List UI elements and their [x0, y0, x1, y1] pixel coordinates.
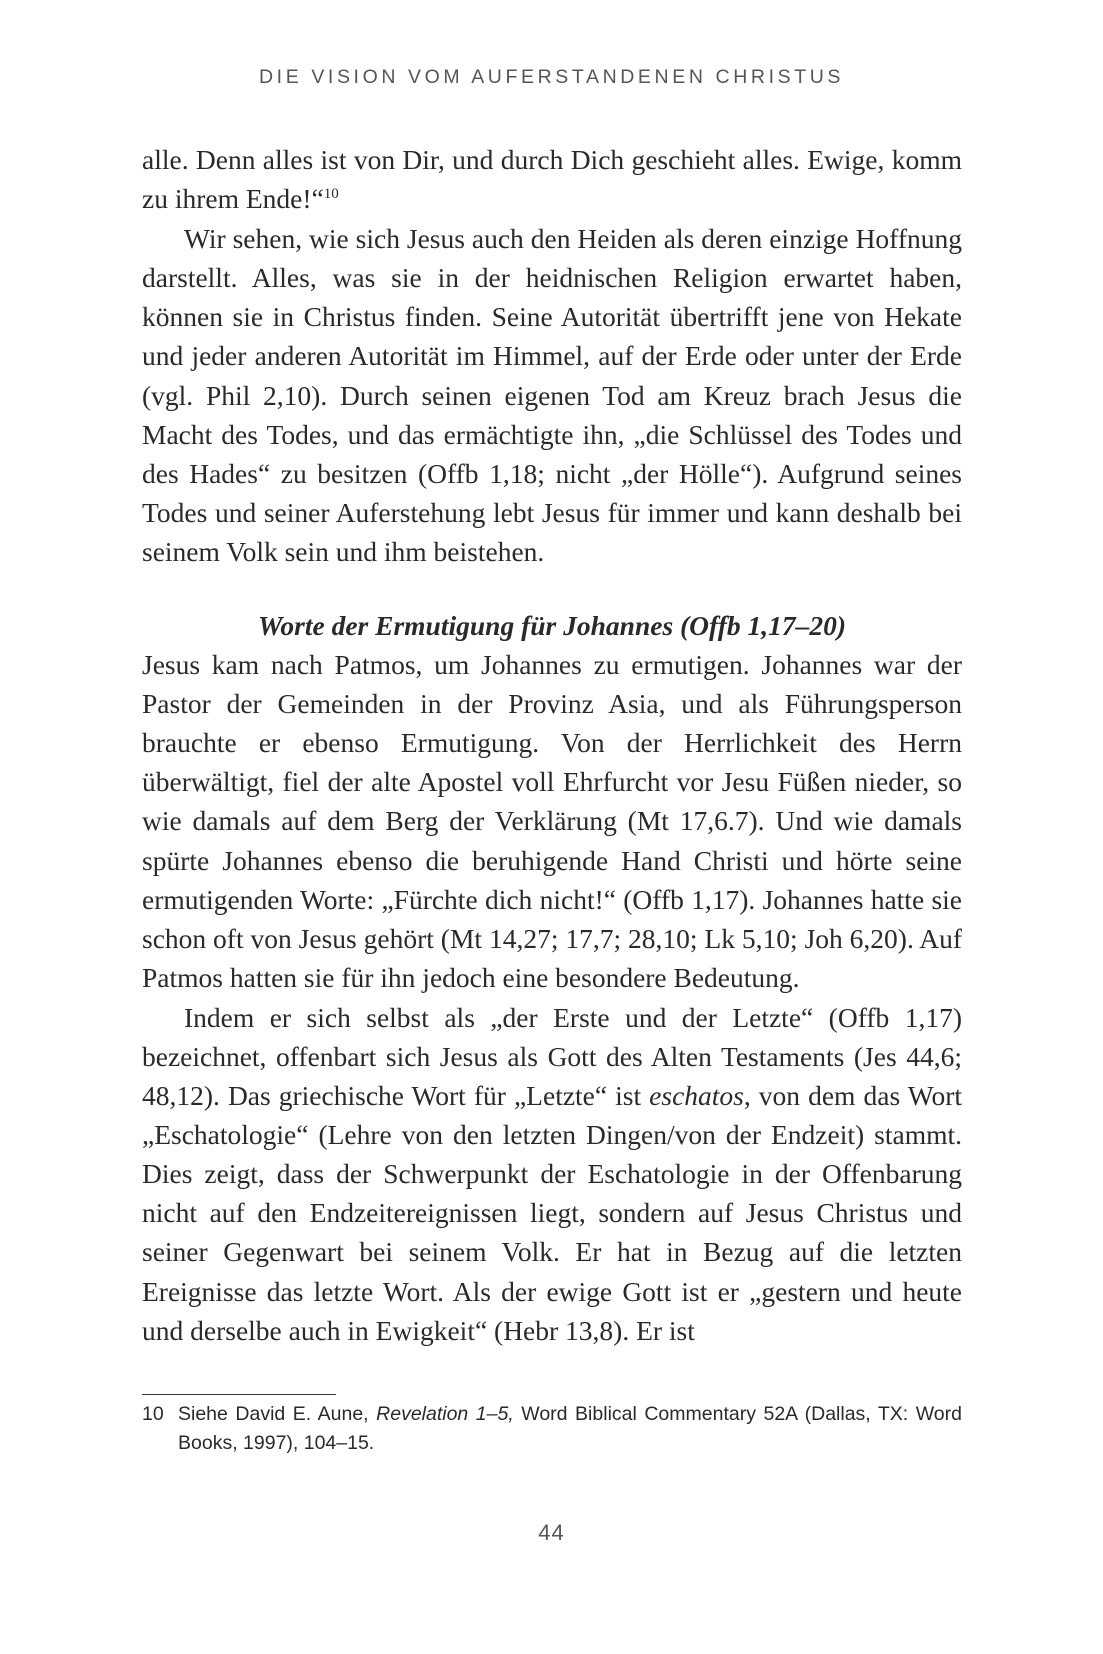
paragraph-text: Indem er sich selbst als „der Erste und der Letzte“ (Offb 1,17) bezeichnet, offenbart sich Jesus als Gott des Alten Testaments (Jes 44,6; 48,12). Das griechische Wort für „Letzte“ ist	[142, 1001, 962, 1112]
paragraph	[142, 998, 962, 1350]
body-text	[142, 140, 962, 1350]
paragraph-continuation	[142, 140, 962, 218]
footnote-text-part: Siehe David E. Aune,	[178, 1403, 377, 1425]
running-head: DIE VISION VOM AUFERSTANDENEN CHRISTUS	[259, 66, 844, 88]
italic-term: eschatos	[649, 1080, 744, 1112]
section-heading: Worte der Ermutigung für Johannes (Offb 1,17–20)	[257, 610, 847, 642]
paragraph-text: alle. Denn alles ist von Dir, und durch Dich geschieht alles. Ewige, komm zu ihrem Ende!“	[142, 144, 962, 215]
footnote-text	[178, 1400, 962, 1458]
footnote-text-part: Word Biblical Commentary 52A (Dallas, TX: Word Books, 1997), 104–15.	[178, 1403, 962, 1454]
paragraph: Wir sehen, wie sich Jesus auch den Heiden als deren einzige Hoffnung darstellt. Alles, was sie in der heidnischen Religion erwartet haben, können sie in Christus finden. Seine Autorität übertrifft jene von Hekate und jeder anderen Autorität im Himmel, auf der Erde oder unter der Erde (vgl. Phil 2,10). Durch seinen eigenen Tod am Kreuz brach Jesus die Macht des Todes, und das ermächtigte ihn, „die Schlüssel des Todes und des Hades“ zu besitzen (Offb 1,18; nicht „der Hölle“). Aufgrund seines Todes und seiner Auferstehung lebt Jesus für immer und kann deshalb bei seinem Volk sein und ihm beistehen.	[142, 223, 962, 567]
footnote-number: 10	[142, 1403, 164, 1425]
paragraph: Jesus kam nach Patmos, um Johannes zu ermutigen. Johannes war der Pastor der Gemeinden in der Provinz Asia, und als Führungsperson brauchte er ebenso Ermutigung. Von der Herrlichkeit des Herrn überwältigt, fiel der alte Apostel voll Ehrfurcht vor Jesu Füßen nieder, so wie damals auf dem Berg der Verklärung (Mt 17,6.7). Und wie damals spürte Johannes ebenso die beruhigende Hand Christi und hörte seine ermutigenden Worte: „Fürchte dich nicht!“ (Offb 1,17). Johannes hatte sie schon oft von Jesus gehört (Mt 14,27; 17,7; 28,10; Lk 5,10; Joh 6,20). Auf Patmos hatten sie für ihn jedoch eine besondere Bedeutung.	[142, 649, 962, 993]
page-number: 44	[538, 1520, 565, 1545]
footnote-divider	[142, 1394, 336, 1395]
footnote-title: Revelation 1–5,	[376, 1403, 514, 1425]
footnote	[142, 1400, 962, 1458]
paragraph-text: , von dem das Wort „Eschatologie“ (Lehre von den letzten Dingen/von der Endzeit) stammt. Dies zeigt, dass der Schwerpunkt der Eschatologie in der Offenbarung nicht auf den Endzeitereignissen liegt, sondern auf Jesus Christus und seiner Gegenwart bei seinem Volk. Er hat in Bezug auf die letzten Ereignisse das letzte Wort. Als der ewige Gott ist er „gestern und heute und derselbe auch in Ewigkeit“ (Hebr 13,8). Er ist	[142, 1080, 963, 1346]
footnote-reference: 10	[323, 185, 339, 202]
